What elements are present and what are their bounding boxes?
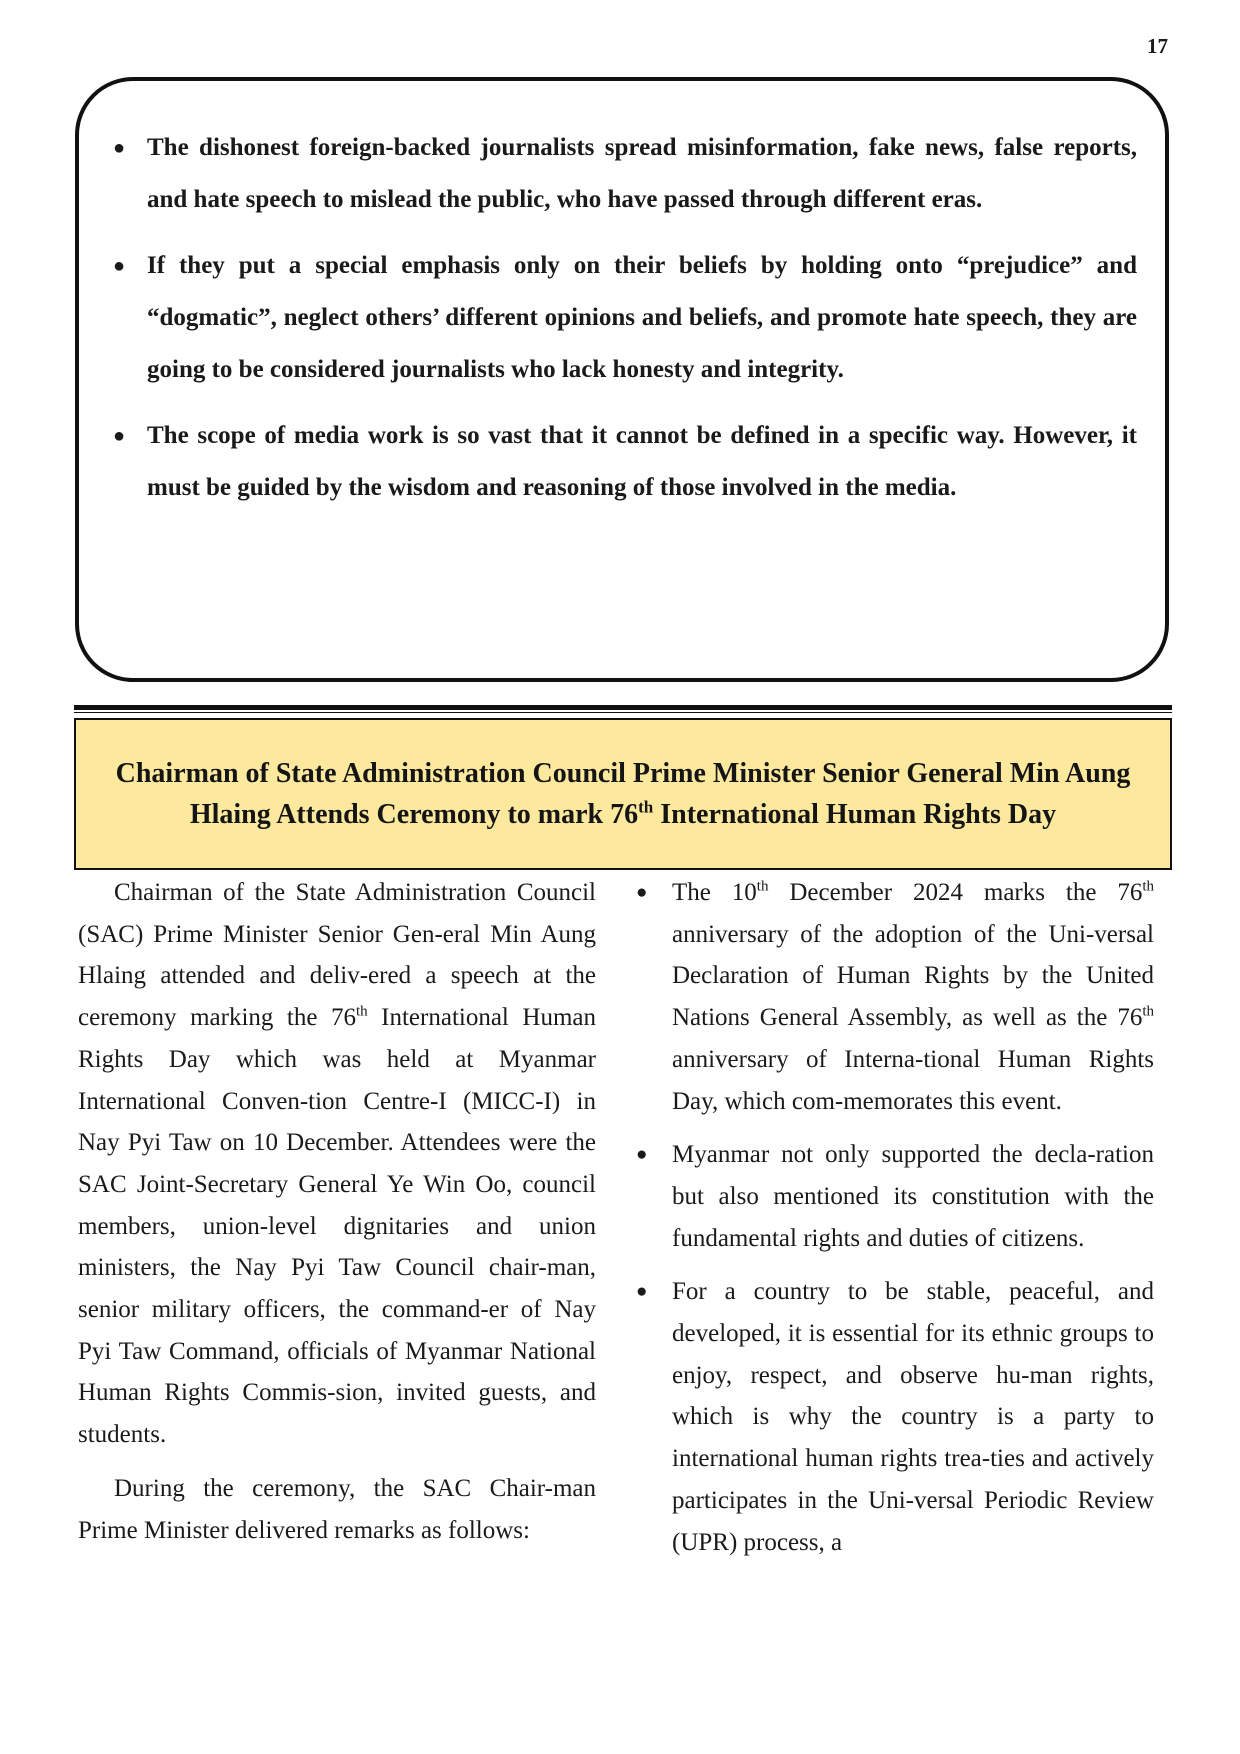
bullet-text: December 2024 marks the 76 <box>768 879 1143 906</box>
superscript: th <box>756 878 769 895</box>
headline-text-part1: Chairman of State Administration Council Prime Minister Senior General Min Aung Hlaing Attends Ceremony to mark 76 <box>115 758 1131 830</box>
page-number: 17 <box>1147 34 1168 58</box>
right-bullet-item <box>636 1134 1154 1259</box>
callout-bullet-item <box>113 240 1137 396</box>
bullet-text: anniversary of the adoption of the Uni-versal Declaration of Human Rights by the United Nations General Assembly, as well as the 76 <box>672 920 1154 1032</box>
bullet-icon: ● <box>113 255 126 277</box>
callout-box <box>75 77 1169 682</box>
bullet-icon: ● <box>113 425 126 447</box>
bullet-icon: ● <box>113 137 126 159</box>
callout-bullet-item <box>113 122 1137 226</box>
right-bullet-item <box>636 1271 1154 1563</box>
bullet-text: anniversary of Interna-tional Human Rights Day, which com-memorates this event. <box>672 1045 1154 1115</box>
callout-bullet-list <box>113 122 1137 528</box>
bullet-text: The 10 <box>672 879 757 906</box>
bullet-text: Myanmar not only supported the decla-ration but also mentioned its constitution with the fundamental rights and duties of citizens. <box>672 1141 1154 1252</box>
callout-bullet-text: The scope of media work is so vast that it cannot be defined in a specific way. However, it must be guided by the wisdom and reasoning of those involved in the media. <box>147 422 1137 501</box>
headline-box <box>74 718 1172 870</box>
article-headline <box>100 753 1146 835</box>
right-bullet-list <box>636 872 1154 1563</box>
headline-text-part2: International Human Rights Day <box>653 799 1057 830</box>
superscript: th <box>1142 878 1154 895</box>
paragraph-text: International Human Rights Day which was held at Myanmar International Conven-tion Centre-I (MICC-I) in Nay Pyi Taw on 10 December. Attendees were the SAC Joint-Secretary General Ye Win Oo, council members, union-level dignitaries and union ministers, the Nay Pyi Taw Council chair-man, senior military officers, the command-er of Nay Pyi Taw Command, officials of Myanmar National Human Rights Commis-sion, invited guests, and students. <box>78 1004 596 1449</box>
callout-bullet-text: The dishonest foreign-backed journalists spread misinformation, fake news, false reports, and hate speech to mislead the public, who have passed through different eras. <box>147 134 1137 213</box>
bullet-icon: ● <box>636 1281 648 1303</box>
superscript: th <box>355 1003 368 1020</box>
callout-bullet-item <box>113 410 1137 514</box>
section-divider <box>74 705 1172 713</box>
body-paragraph: During the ceremony, the SAC Chair-man Prime Minister delivered remarks as follows: <box>78 1474 596 1544</box>
headline-superscript: th <box>638 797 654 817</box>
right-bullet-item <box>636 872 1154 1122</box>
left-column <box>78 872 596 1563</box>
bullet-icon: ● <box>636 882 648 903</box>
right-column <box>636 872 1154 1575</box>
callout-bullet-text: If they put a special emphasis only on their beliefs by holding onto “prejudice” and “dogmatic”, neglect others’ different opinions and beliefs, and promote hate speech, they are going to be considered journalists who lack honesty and integrity. <box>147 252 1137 383</box>
bullet-text: For a country to be stable, peaceful, and developed, it is essential for its ethnic groups to enjoy, respect, and observe hu-man rights, which is why the country is a party to international human rights trea-ties and actively participates in the Uni-versal Periodic Review (UPR) process, a <box>672 1278 1154 1556</box>
paragraph-text: Chairman of the State Administration Council (SAC) Prime Minister Senior Gen-eral Min Aung Hlaing attended and deliv-ered a speech at the ceremony marking the 76 <box>78 879 596 1032</box>
body-paragraph <box>78 872 596 1456</box>
bullet-icon: ● <box>636 1144 648 1166</box>
superscript: th <box>1142 1003 1154 1020</box>
